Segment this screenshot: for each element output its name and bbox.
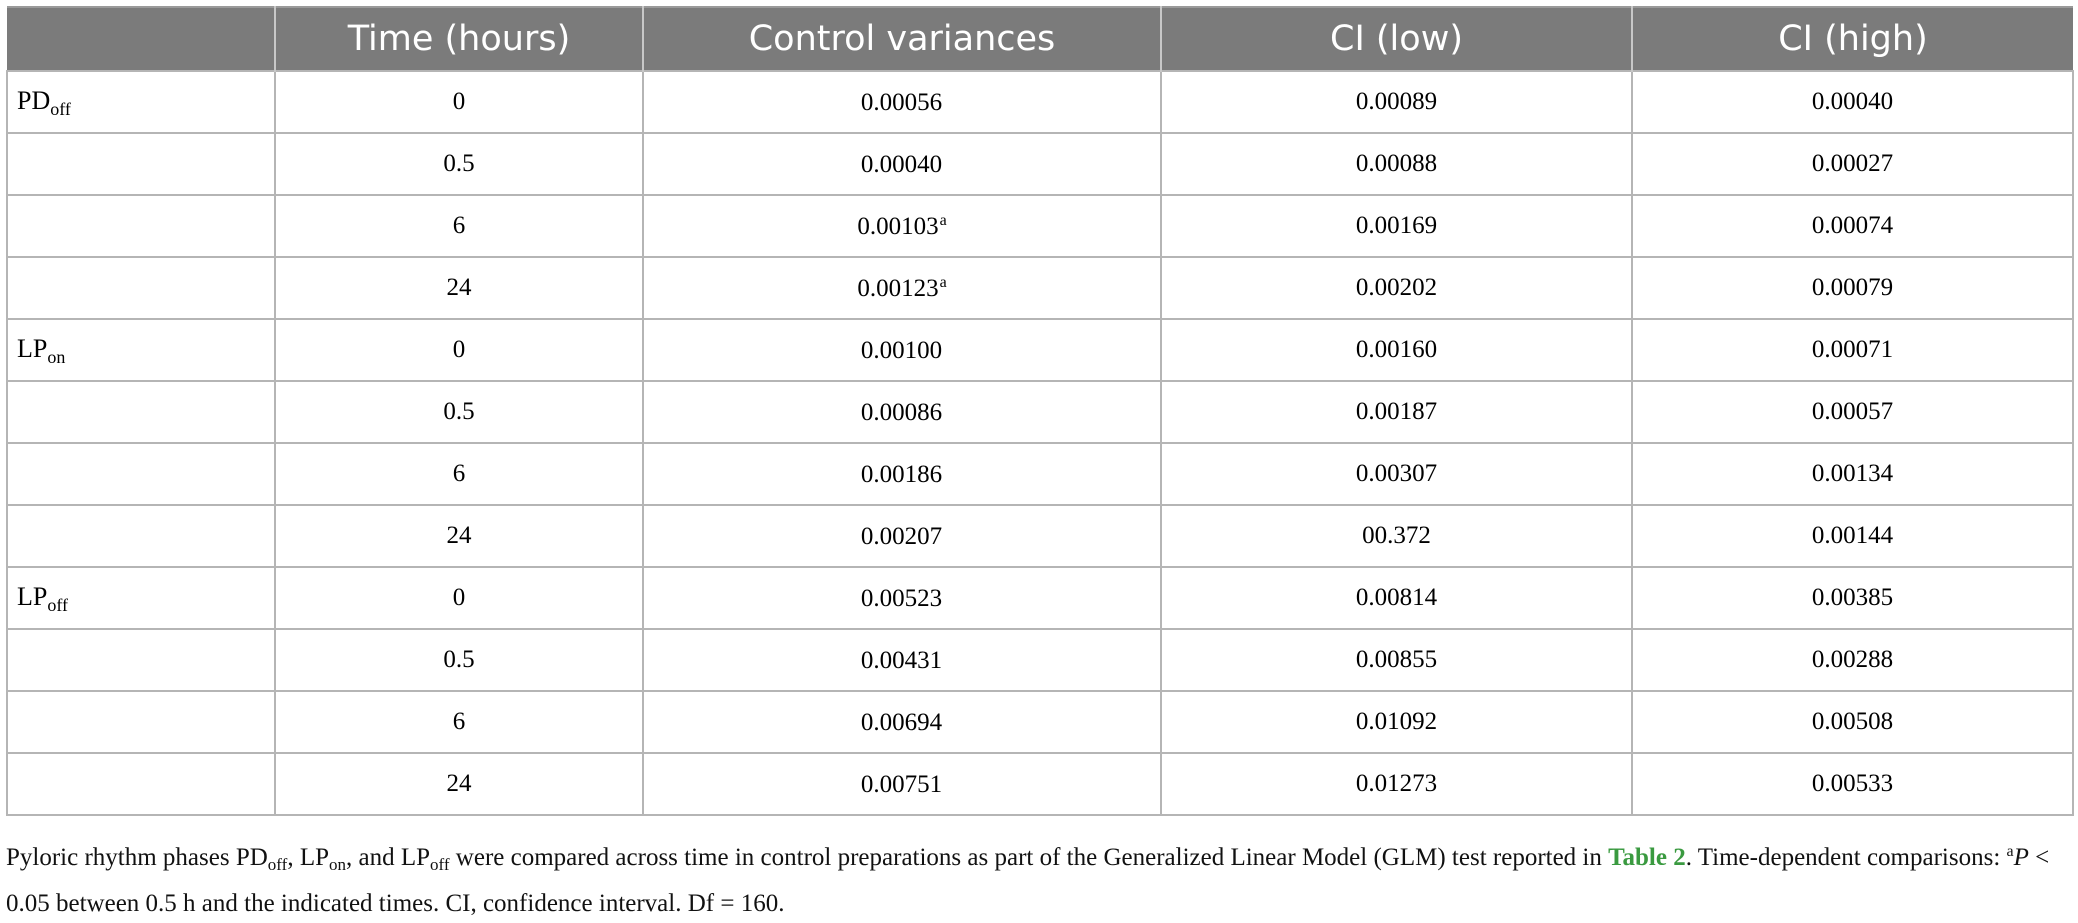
header-ci-low: CI (low): [1161, 7, 1632, 71]
ci-low-cell: 0.00307: [1161, 443, 1632, 505]
header-time: Time (hours): [275, 7, 643, 71]
caption-sub-3: off: [430, 855, 450, 874]
variance-value: 0.00694: [860, 708, 943, 736]
phase-label: PD: [17, 86, 51, 115]
header-phase: [7, 7, 275, 71]
table-row: [7, 753, 2073, 815]
variance-table: [6, 6, 2074, 816]
ci-low-cell: 0.01273: [1161, 753, 1632, 815]
variance-cell: [643, 381, 1161, 443]
table-row: [7, 691, 2073, 753]
variance-value: 0.00431: [860, 646, 943, 674]
variance-value: 0.00123: [857, 274, 939, 302]
variance-cell: [643, 691, 1161, 753]
table-row: [7, 567, 2073, 629]
variance-value: 0.00103: [857, 212, 939, 240]
variance-value: 0.00086: [860, 398, 943, 426]
variance-cell: [643, 443, 1161, 505]
table-2-link[interactable]: Table 2: [1608, 844, 1686, 871]
header-row: [7, 7, 2073, 71]
variance-value: 0.00207: [860, 522, 943, 550]
phase-cell: [7, 133, 275, 195]
time-cell: 0.5: [275, 133, 643, 195]
caption-sub-2: on: [329, 855, 346, 874]
variance-value: 0.00751: [860, 770, 943, 798]
phase-cell: [7, 753, 275, 815]
phase-cell: [7, 567, 275, 629]
header-ci-high: CI (high): [1632, 7, 2073, 71]
table-row: [7, 133, 2073, 195]
variance-value: 0.00100: [860, 336, 943, 364]
significance-mark: a: [939, 211, 947, 229]
phase-subscript: on: [47, 347, 66, 367]
time-cell: 0: [275, 319, 643, 381]
table-row: [7, 257, 2073, 319]
phase-cell: [7, 691, 275, 753]
table-row: [7, 443, 2073, 505]
caption-text-6: < 0.05 between 0.5 h and the indicated times. CI, confidence interval. Df = 160.: [6, 844, 2050, 917]
caption-text-5: . Time-dependent comparisons:: [1685, 844, 2007, 871]
time-cell: 6: [275, 443, 643, 505]
ci-high-cell: 0.00071: [1632, 319, 2073, 381]
caption-text-4: were compared across time in control preparations as part of the Generalized Linear Model (GLM) test reported in: [449, 844, 1609, 871]
ci-high-cell: 0.00079: [1632, 257, 2073, 319]
ci-high-cell: 0.00074: [1632, 195, 2073, 257]
ci-high-cell: 0.00040: [1632, 71, 2073, 133]
ci-low-cell: 0.01092: [1161, 691, 1632, 753]
table-row: [7, 71, 2073, 133]
table-row: [7, 381, 2073, 443]
caption-sub-1: off: [267, 855, 288, 874]
table-row: [7, 195, 2073, 257]
variance-cell: [643, 195, 1161, 257]
ci-high-cell: 0.00385: [1632, 567, 2073, 629]
phase-label: LP: [17, 334, 48, 363]
ci-low-cell: 00.372: [1161, 505, 1632, 567]
variance-cell: [643, 71, 1161, 133]
caption-text-1: Pyloric rhythm phases PD: [6, 844, 268, 871]
time-cell: 24: [275, 505, 643, 567]
caption-footnote-mark: a: [2006, 843, 2014, 860]
ci-low-cell: 0.00088: [1161, 133, 1632, 195]
phase-cell: [7, 71, 275, 133]
time-cell: 6: [275, 691, 643, 753]
ci-low-cell: 0.00089: [1161, 71, 1632, 133]
table-row: [7, 505, 2073, 567]
table-row: [7, 319, 2073, 381]
phase-label: LP: [17, 582, 48, 611]
variance-cell: [643, 505, 1161, 567]
table-body: [7, 71, 2073, 815]
time-cell: 0: [275, 71, 643, 133]
phase-cell: [7, 629, 275, 691]
ci-high-cell: 0.00144: [1632, 505, 2073, 567]
ci-low-cell: 0.00160: [1161, 319, 1632, 381]
phase-cell: [7, 257, 275, 319]
ci-high-cell: 0.00057: [1632, 381, 2073, 443]
variance-cell: [643, 319, 1161, 381]
variance-cell: [643, 567, 1161, 629]
ci-low-cell: 0.00855: [1161, 629, 1632, 691]
ci-low-cell: 0.00187: [1161, 381, 1632, 443]
table-caption: [6, 832, 2074, 923]
time-cell: 24: [275, 257, 643, 319]
phase-subscript: off: [47, 595, 69, 615]
phase-cell: [7, 505, 275, 567]
variance-value: 0.00040: [860, 150, 943, 178]
ci-high-cell: 0.00288: [1632, 629, 2073, 691]
variance-cell: [643, 133, 1161, 195]
phase-cell: [7, 319, 275, 381]
time-cell: 0.5: [275, 629, 643, 691]
ci-high-cell: 0.00533: [1632, 753, 2073, 815]
ci-low-cell: 0.00202: [1161, 257, 1632, 319]
ci-high-cell: 0.00508: [1632, 691, 2073, 753]
ci-low-cell: 0.00814: [1161, 567, 1632, 629]
phase-cell: [7, 195, 275, 257]
variance-value: 0.00186: [860, 460, 943, 488]
variance-value: 0.00523: [860, 584, 943, 612]
significance-mark: a: [939, 273, 947, 291]
time-cell: 0: [275, 567, 643, 629]
caption-text-2: , LP: [287, 844, 329, 871]
time-cell: 24: [275, 753, 643, 815]
variance-cell: [643, 257, 1161, 319]
caption-p-symbol: P: [2013, 844, 2029, 871]
variance-cell: [643, 753, 1161, 815]
phase-subscript: off: [50, 99, 71, 119]
ci-high-cell: 0.00134: [1632, 443, 2073, 505]
time-cell: 6: [275, 195, 643, 257]
phase-cell: [7, 443, 275, 505]
ci-high-cell: 0.00027: [1632, 133, 2073, 195]
variance-value: 0.00056: [860, 88, 943, 116]
table-row: [7, 629, 2073, 691]
caption-text-3: , and LP: [346, 844, 431, 871]
time-cell: 0.5: [275, 381, 643, 443]
header-control-variances: Control variances: [643, 7, 1161, 71]
ci-low-cell: 0.00169: [1161, 195, 1632, 257]
variance-cell: [643, 629, 1161, 691]
phase-cell: [7, 381, 275, 443]
